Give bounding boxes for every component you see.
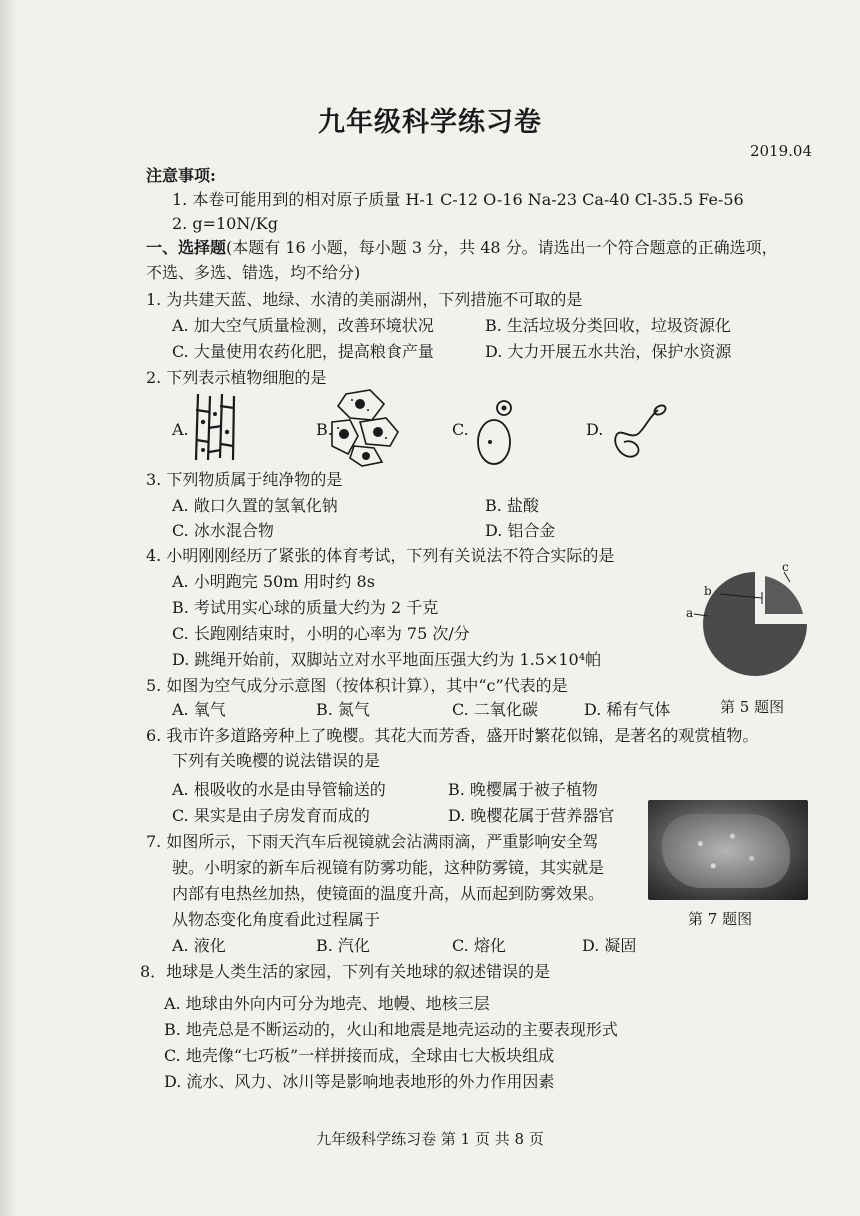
q8-option-a: A. 地球由外向内可分为地壳、地幔、地核三层 bbox=[164, 994, 490, 1013]
q3-stem: 3. 下列物质属于纯净物的是 bbox=[146, 470, 343, 489]
page-footer: 九年级科学练习卷 第 1 页 共 8 页 bbox=[316, 1130, 544, 1148]
q7-option-a: A. 液化 bbox=[172, 936, 226, 955]
q3-option-c: C. 冰水混合物 bbox=[172, 521, 274, 540]
q7-figure-caption: 第 7 题图 bbox=[688, 910, 753, 928]
rainy-mirror-photo bbox=[648, 800, 808, 900]
q6-option-a: A. 根吸收的水是由导管输送的 bbox=[172, 780, 386, 799]
q8-option-b: B. 地壳总是不断运动的，火山和地震是地壳运动的主要表现形式 bbox=[164, 1020, 618, 1039]
q1-stem: 1. 为共建天蓝、地绿、水清的美丽湖州，下列措施不可取的是 bbox=[146, 290, 583, 309]
q6-option-b: B. 晚樱属于被子植物 bbox=[448, 780, 598, 799]
q4-option-a: A. 小明跑完 50m 用时约 8s bbox=[172, 572, 375, 591]
q3-option-d: D. 铝合金 bbox=[485, 521, 556, 540]
section-1-heading: 一、选择题 bbox=[146, 238, 227, 257]
scan-edge-shadow bbox=[0, 0, 18, 1216]
q4-stem: 4. 小明刚刚经历了紧张的体育考试，下列有关说法不符合实际的是 bbox=[146, 546, 615, 565]
q7-stem-line-2: 驶。小明家的新车后视镜有防雾功能，这种防雾镜，其实就是 bbox=[172, 858, 605, 877]
q7-option-b: B. 汽化 bbox=[316, 936, 370, 955]
sperm-cell-image bbox=[610, 402, 668, 462]
q1-option-d: D. 大力开展五水共治，保护水资源 bbox=[485, 342, 732, 361]
q4-option-c: C. 长跑刚结束时，小明的心率为 75 次/分 bbox=[172, 624, 470, 643]
plant-tissue-cells-image bbox=[192, 392, 242, 462]
q2-option-c: C. bbox=[452, 420, 469, 439]
notes-line-2: 2. g=10N/Kg bbox=[172, 214, 278, 233]
q1-option-a: A. 加大空气质量检测，改善环境状况 bbox=[172, 316, 434, 335]
q1-option-b: B. 生活垃圾分类回收，垃圾资源化 bbox=[485, 316, 731, 335]
pie-label-c: c bbox=[782, 560, 789, 574]
pie-label-a: a bbox=[686, 606, 694, 620]
q5-stem: 5. 如图为空气成分示意图（按体积计算），其中“c”代表的是 bbox=[146, 676, 568, 695]
q6-option-d: D. 晚樱花属于营养器官 bbox=[448, 806, 615, 825]
q8-option-c: C. 地壳像“七巧板”一样拼接而成，全球由七大板块组成 bbox=[164, 1046, 555, 1065]
q2-option-a: A. bbox=[172, 420, 189, 439]
single-cell-organism-image bbox=[474, 398, 516, 468]
section-1-header bbox=[146, 238, 778, 258]
q5-option-d: D. 稀有气体 bbox=[584, 700, 671, 719]
q2-option-b: B. bbox=[316, 420, 333, 439]
exam-date: 2019.04 bbox=[749, 142, 812, 160]
q6-stem-line-1: 6. 我市许多道路旁种上了晚樱。其花大而芳香，盛开时繁花似锦，是著名的观赏植物。 bbox=[146, 726, 759, 745]
q5-option-a: A. 氧气 bbox=[172, 700, 226, 719]
animal-cells-image bbox=[328, 388, 400, 466]
q7-option-c: C. 熔化 bbox=[452, 936, 506, 955]
notes-heading: 注意事项: bbox=[146, 166, 216, 185]
section-1-desc-1: (本题有 16 小题，每小题 3 分，共 48 分。请选出一个符合题意的正确选项， bbox=[226, 238, 778, 257]
q3-option-b: B. 盐酸 bbox=[485, 496, 539, 515]
q1-option-c: C. 大量使用农药化肥，提高粮食产量 bbox=[172, 342, 434, 361]
q3-option-a: A. 敞口久置的氢氧化钠 bbox=[172, 496, 338, 515]
notes-line-1: 1. 本卷可能用到的相对原子质量 H-1 C-12 O-16 Na-23 Ca-40 Cl-35.5 Fe-56 bbox=[172, 190, 744, 209]
page-title: 九年级科学练习卷 bbox=[318, 107, 542, 138]
air-composition-pie-figure bbox=[680, 558, 820, 690]
q5-figure-caption: 第 5 题图 bbox=[720, 698, 785, 716]
q7-stem-line-1: 7. 如图所示，下雨天汽车后视镜就会沾满雨滴，严重影响安全驾 bbox=[146, 832, 599, 851]
q4-option-d: D. 跳绳开始前，双脚站立对水平地面压强大约为 1.5×10⁴帕 bbox=[172, 650, 602, 669]
q4-option-b: B. 考试用实心球的质量大约为 2 千克 bbox=[172, 598, 439, 617]
section-1-desc-2: 不选、多选、错选，均不给分) bbox=[146, 263, 361, 282]
q6-stem-line-2: 下列有关晚樱的说法错误的是 bbox=[172, 751, 381, 770]
q7-option-d: D. 凝固 bbox=[582, 936, 637, 955]
q2-stem: 2. 下列表示植物细胞的是 bbox=[146, 368, 327, 387]
q8-stem: 8．地球是人类生活的家园，下列有关地球的叙述错误的是 bbox=[140, 962, 551, 981]
q8-option-d: D. 流水、风力、冰川等是影响地表地形的外力作用因素 bbox=[164, 1072, 555, 1091]
pie-label-b: b bbox=[704, 584, 712, 598]
q7-stem-line-3: 内部有电热丝加热，使镜面的温度升高，从而起到防雾效果。 bbox=[172, 884, 605, 903]
q7-stem-line-4: 从物态变化角度看此过程属于 bbox=[172, 910, 381, 929]
mirror-surface bbox=[662, 814, 790, 888]
q5-option-b: B. 氮气 bbox=[316, 700, 370, 719]
q5-option-c: C. 二氧化碳 bbox=[452, 700, 538, 719]
q6-option-c: C. 果实是由子房发育而成的 bbox=[172, 806, 370, 825]
q2-option-d: D. bbox=[586, 420, 604, 439]
